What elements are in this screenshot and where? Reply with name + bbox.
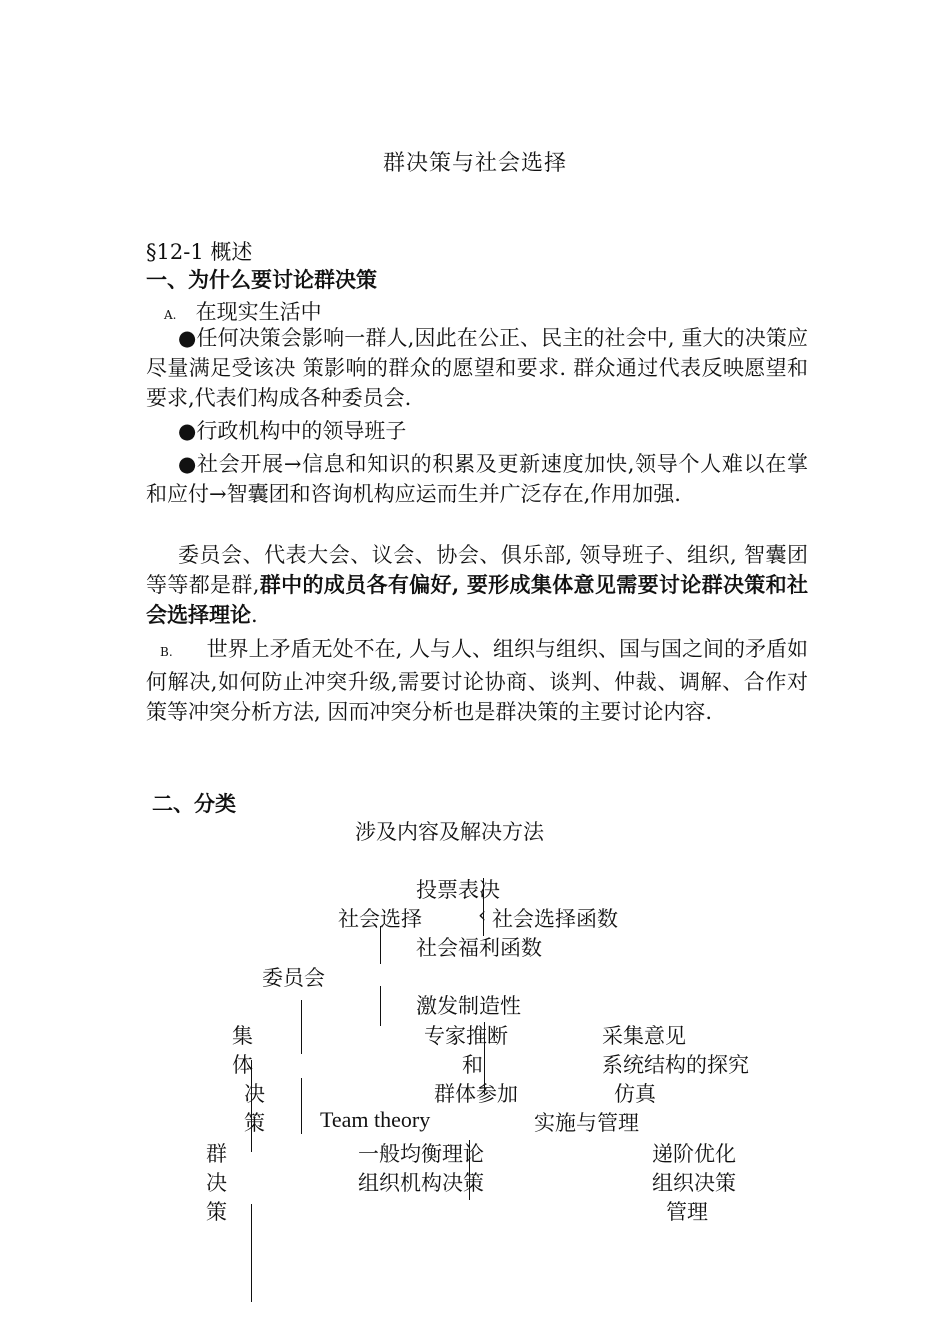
group-paragraph-bold: 群中的成员各有偏好, 要形成集体意见需要讨论群决策和社会选择理论 bbox=[146, 572, 808, 627]
bullet-paragraph-3: ●社会开展→信息和知识的积累及更新速度加快,领导个人难以在掌和应付→智囊团和咨询机构应运而生并广泛存在,作用加强. bbox=[146, 452, 808, 506]
label-collective-4: 策 bbox=[244, 1111, 265, 1135]
label-hierarchical-optimization: 递阶优化 bbox=[652, 1142, 736, 1166]
section2-subtitle: 涉及内容及解决方法 bbox=[355, 820, 544, 844]
label-org-structure-decision: 组织机构决策 bbox=[358, 1171, 484, 1195]
connector-line bbox=[380, 986, 381, 1026]
connector-line bbox=[484, 1022, 485, 1094]
label-group-participation: 群体参加 bbox=[434, 1082, 518, 1106]
label-expert: 专家推断 bbox=[424, 1024, 508, 1048]
label-management: 管理 bbox=[666, 1200, 708, 1224]
marker-b: B. bbox=[160, 645, 173, 659]
group-paragraph-normal: 委员会、代表大会、议会、协会、俱乐部, 领导班子、组织, 智囊团等等都是群, bbox=[146, 543, 808, 597]
label-group-3: 策 bbox=[206, 1200, 227, 1224]
page-title: 群决策与社会选择 bbox=[382, 151, 567, 176]
label-incentive: 激发制造性 bbox=[416, 994, 521, 1018]
label-simulation: 仿真 bbox=[614, 1082, 656, 1106]
label-implementation: 实施与管理 bbox=[534, 1111, 639, 1135]
subsection-a-title: 在现实生活中 bbox=[195, 300, 322, 324]
marker-a: A. bbox=[164, 308, 177, 322]
label-and: 和 bbox=[462, 1053, 483, 1077]
subsection-a bbox=[164, 296, 322, 326]
connector-line bbox=[380, 926, 381, 964]
group-paragraph bbox=[146, 540, 808, 630]
label-general-equilibrium: 一般均衡理论 bbox=[358, 1142, 484, 1166]
label-collective-3: 决 bbox=[244, 1082, 265, 1106]
label-committee: 委员会 bbox=[262, 966, 325, 990]
brace-mark: ‹ bbox=[478, 903, 487, 927]
subsection-b-text: 世界上矛盾无处不在, 人与人、组织与组织、国与国之间的矛盾如何解决,如何防止冲突升级,需要讨论协商、谈判、仲裁、调解、合作对策等冲突分析方法, 因而冲突分析也是群决策的主要讨论内容. bbox=[146, 637, 808, 724]
label-system-structure: 系统结构的探究 bbox=[602, 1053, 749, 1077]
connector-line bbox=[301, 1000, 302, 1054]
group-paragraph-end: . bbox=[251, 603, 258, 627]
connector-line bbox=[469, 1140, 470, 1200]
label-collect-opinions: 采集意见 bbox=[602, 1024, 686, 1048]
bullet-paragraph-1: ●任何决策会影响一群人,因此在公正、民主的社会中, 重大的决策应尽量满足受该决 策影响的群众的愿望和要求. 群众通过代表反映愿望和要求,代表们构成各种委员会. bbox=[146, 326, 808, 410]
label-social-choice: 社会选择 bbox=[338, 907, 422, 931]
connector-line bbox=[251, 1204, 252, 1302]
connector-line bbox=[483, 878, 484, 936]
label-org-decision: 组织决策 bbox=[652, 1171, 736, 1195]
connector-line bbox=[251, 1060, 252, 1152]
label-group-1: 群 bbox=[206, 1142, 227, 1166]
connector-line bbox=[301, 1078, 302, 1134]
section2-heading: 二、分类 bbox=[152, 791, 236, 816]
subsection-heading-why: 一、为什么要讨论群决策 bbox=[146, 267, 377, 292]
label-social-welfare-function: 社会福利函数 bbox=[416, 936, 542, 960]
label-collective-1: 集 bbox=[232, 1024, 253, 1048]
label-group-2: 决 bbox=[206, 1171, 227, 1195]
bullet-paragraph-2: ●行政机构中的领导班子 bbox=[178, 419, 407, 443]
section-heading: §12-1 概述 bbox=[146, 240, 253, 264]
label-social-choice-function: 社会选择函数 bbox=[492, 907, 618, 931]
label-vote: 投票表决 bbox=[416, 878, 500, 902]
label-team-theory: Team theory bbox=[320, 1107, 431, 1132]
subsection-b bbox=[146, 634, 808, 727]
label-collective-2: 体 bbox=[232, 1053, 253, 1077]
